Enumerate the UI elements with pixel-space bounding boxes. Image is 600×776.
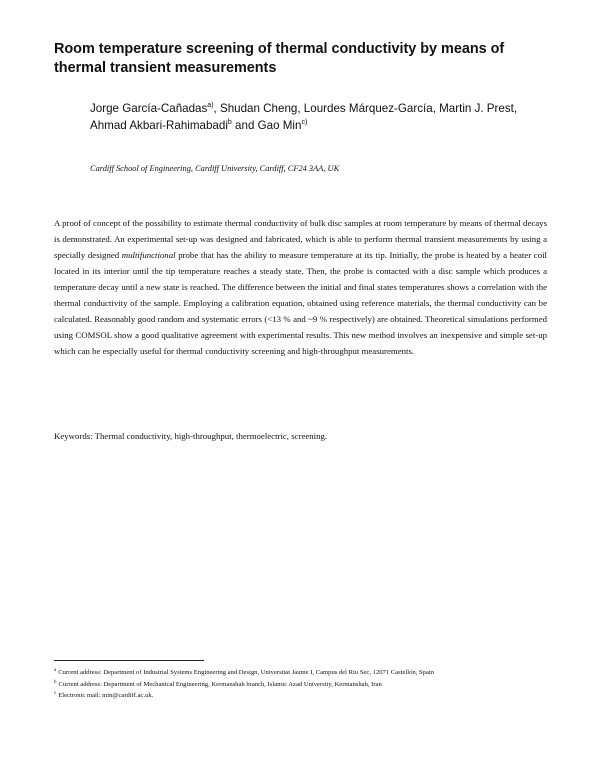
- author-name: Jorge García-Cañadas: [90, 102, 208, 115]
- author-separator: ,: [297, 102, 304, 115]
- author-separator: ,: [432, 102, 440, 115]
- footnote-text: Current address: Department of Industrial Systems Engineering and Design, Universitat Jaume I, Campus del Riu Sec, 12071 Castellón, Spain: [58, 669, 435, 676]
- footnote-mark: b: [54, 679, 57, 685]
- abstract-text: probe that has the ability to measure temperature at its tip. Initially, the probe is heated by a heater coil located in its interior until the tip temperature reaches a steady state. Then, the probe is contacted with a disc sample which produces a temperature decay until a new state is reached. The difference between the initial and final states temperatures shows a correlation with the thermal conductivity of the sample. Employing a calibration equation, obtained using reference materials, the thermal conductivity can be calculated. Reasonably good random and systematic errors (<13 % and ~9 % respectively) are obtained. Theoretical simulations performed using COMSOL show a good qualitative agreement with experimental results. This new method involves an inexpensive and simple set-up which can be especially useful for thermal conductivity screening and high-throughput measurements.: [54, 250, 547, 356]
- footnote-mark: c: [54, 691, 57, 696]
- author-separator: ,: [213, 102, 220, 115]
- author-name: Shudan Cheng: [219, 102, 298, 115]
- author-name: Ahmad Akbari-Rahimabadi: [90, 119, 228, 132]
- author-name: Martin J. Prest: [439, 102, 514, 115]
- author-name: Lourdes Márquez-García: [303, 102, 433, 115]
- author-affiliation-mark: c): [301, 119, 308, 126]
- footnote-mark: a: [54, 668, 57, 673]
- keywords: Keywords: Thermal conductivity, high-throughput, thermoelectric, screening.: [54, 431, 328, 441]
- author-affiliation-mark: a): [207, 102, 214, 109]
- footnote-text: Electronic mail: min@cardiff.ac.uk.: [58, 692, 154, 699]
- author-list: [90, 100, 530, 134]
- author-affiliation-mark: b: [227, 119, 232, 126]
- paper-title: Room temperature screening of thermal conductivity by means of thermal transient measurements: [54, 41, 505, 76]
- abstract-emphasis: multifunctional: [121, 250, 176, 260]
- abstract: [54, 215, 547, 359]
- footnote: [54, 667, 547, 679]
- footnote: [54, 690, 547, 702]
- affiliation: Cardiff School of Engineering, Cardiff University, Cardiff, CF24 3AA, UK: [90, 164, 340, 173]
- abstract-text: A proof of concept of the possibility to estimate thermal conductivity of bulk disc samples at room temperature by means of thermal decays is demonstrated. An experimental set-up was designed and fabricated, which is able to perform thermal transient measurements by using a specially designed: [54, 218, 547, 260]
- footnote: [54, 679, 547, 691]
- author-name: Gao Min: [257, 119, 302, 132]
- footnote-text: Current address: Department of Mechanical Engineering, Kermanshah branch, Islamic Azad University, Kermanshah, Iran: [58, 680, 382, 688]
- author-separator: and: [231, 119, 258, 132]
- footnote-rule: [54, 660, 204, 661]
- footnotes: [54, 667, 547, 702]
- author-separator: ,: [513, 102, 518, 115]
